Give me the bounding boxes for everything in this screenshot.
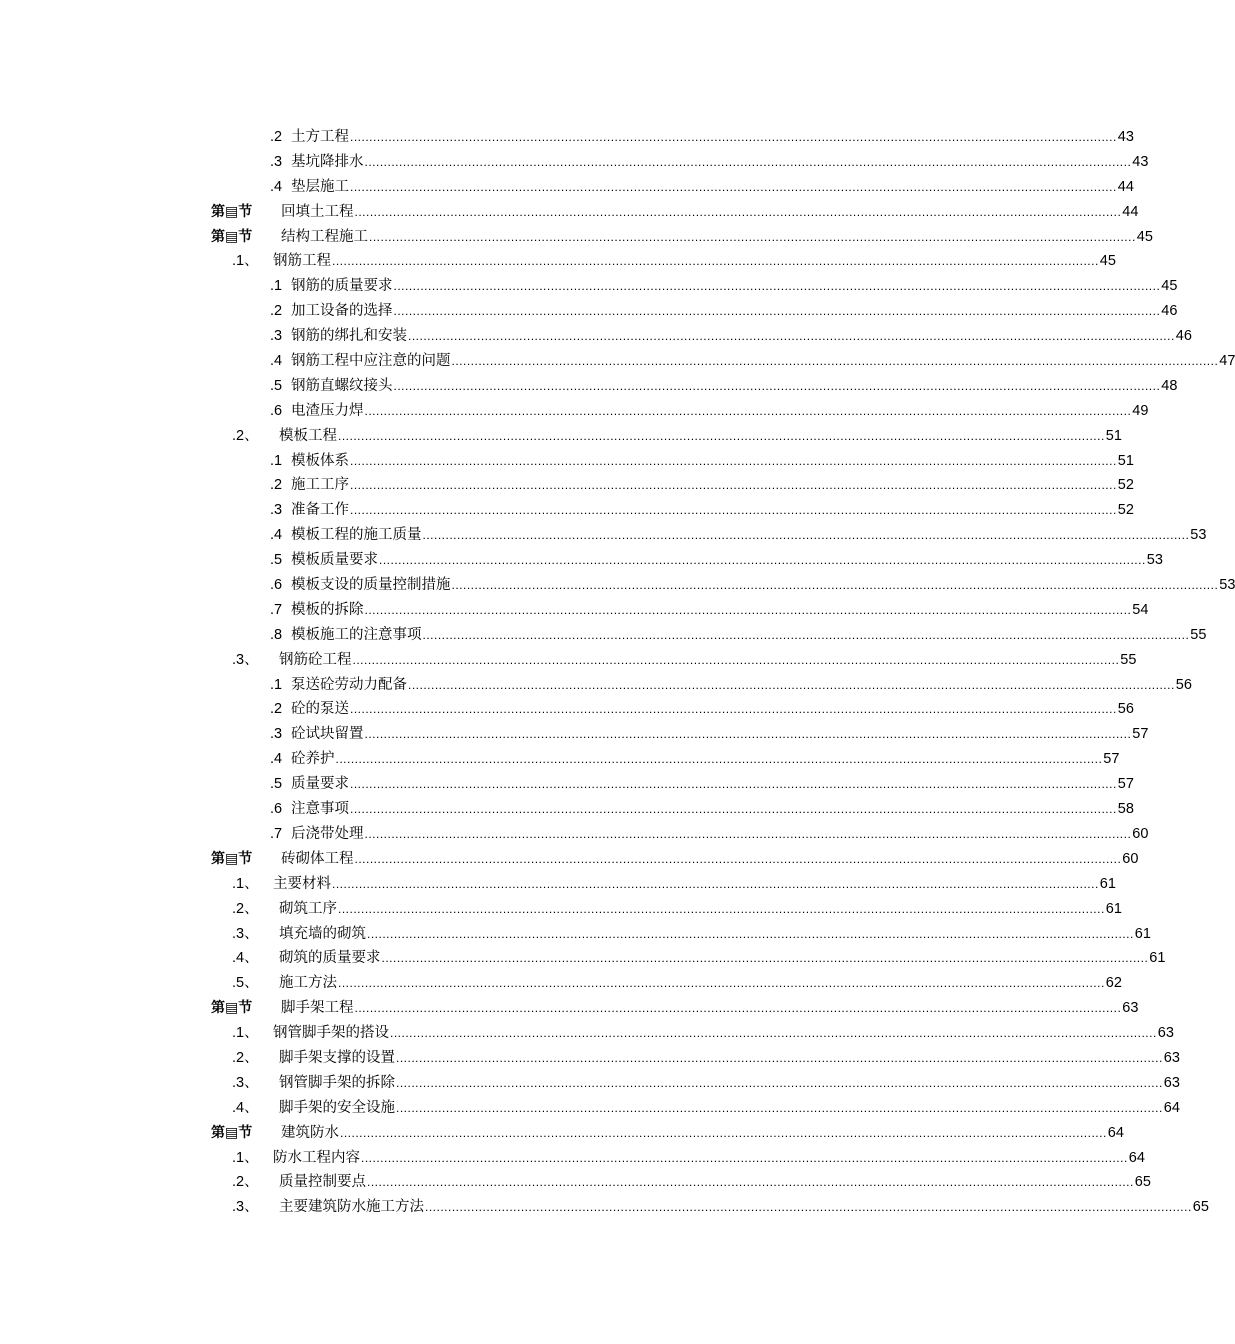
entry-number: .4 xyxy=(270,751,283,768)
dot-leader: ........................................................................................................................................................................................................ xyxy=(451,354,1219,369)
dot-leader: ........................................................................................................................................................................................................ xyxy=(408,329,1175,344)
dot-leader: ........................................................................................................................................................................................................ xyxy=(422,627,1190,642)
dot-leader: ........................................................................................................................................................................................................ xyxy=(396,1050,1163,1065)
section-number: 第▤节 xyxy=(211,850,253,867)
page-number: 63 xyxy=(1163,1074,1180,1091)
dot-leader: ........................................................................................................................................................................................................ xyxy=(393,378,1161,393)
entry-line xyxy=(291,498,1134,523)
entry-line xyxy=(291,175,1134,200)
dot-leader: ........................................................................................................................................................................................................ xyxy=(422,528,1190,543)
entry-title: 加工设备的选择 xyxy=(291,299,394,324)
dot-leader: ........................................................................................................................................................................................................ xyxy=(354,204,1122,219)
toc-entry[interactable] xyxy=(0,598,1149,623)
page-number: 55 xyxy=(1190,626,1207,643)
entry-title: 砼养护 xyxy=(291,747,336,772)
entry-number: .1、 xyxy=(232,253,259,270)
entry-title: 主要建筑防水施工方法 xyxy=(279,1195,425,1220)
toc-entry[interactable] xyxy=(0,399,1149,424)
entry-title: 钢筋的绑扎和安装 xyxy=(291,324,408,349)
entry-title: 砼试块留置 xyxy=(291,722,365,747)
entry-number: .4 xyxy=(270,527,283,544)
page-number: 60 xyxy=(1132,825,1149,842)
page-number: 54 xyxy=(1132,601,1149,618)
dot-leader: ........................................................................................................................................................................................................ xyxy=(338,976,1105,991)
toc-entry[interactable] xyxy=(0,747,1120,772)
entry-title: 钢筋直螺纹接头 xyxy=(291,374,394,399)
dot-leader: ........................................................................................................................................................................................................ xyxy=(354,851,1122,866)
toc-entry[interactable] xyxy=(0,673,1192,698)
toc-entry[interactable] xyxy=(0,971,1122,996)
page-number: 45 xyxy=(1099,253,1116,270)
dot-leader: ........................................................................................................................................................................................................ xyxy=(354,1001,1122,1016)
toc-entry[interactable] xyxy=(0,772,1134,797)
entry-line xyxy=(291,673,1192,698)
toc-entry[interactable] xyxy=(0,299,1178,324)
entry-title: 泵送砼劳动力配备 xyxy=(291,673,408,698)
page-number: 46 xyxy=(1175,328,1192,345)
entry-number: .6 xyxy=(270,801,283,818)
entry-number: .3、 xyxy=(232,925,259,942)
page-number: 48 xyxy=(1161,377,1178,394)
entry-title: 施工方法 xyxy=(279,971,338,996)
entry-number: .1 xyxy=(270,676,283,693)
page-number: 43 xyxy=(1117,129,1134,145)
entry-line xyxy=(279,897,1122,922)
dot-leader: ........................................................................................................................................................................................................ xyxy=(393,279,1161,294)
entry-line xyxy=(273,872,1116,897)
entry-title: 防水工程内容 xyxy=(273,1146,361,1171)
dot-leader: ........................................................................................................................................................................................................ xyxy=(350,478,1117,493)
dot-leader: ........................................................................................................................................................................................................ xyxy=(340,1125,1107,1140)
dot-leader: ........................................................................................................................................................................................................ xyxy=(350,179,1117,194)
dot-leader: ........................................................................................................................................................................................................ xyxy=(364,403,1132,418)
entry-number: .5、 xyxy=(232,975,259,992)
dot-leader: ........................................................................................................................................................................................................ xyxy=(350,702,1117,717)
toc-entry[interactable] xyxy=(0,922,1151,947)
entry-line xyxy=(281,1121,1124,1146)
entry-number: .6 xyxy=(270,577,283,594)
entry-title: 回填土工程 xyxy=(281,200,355,225)
entry-line xyxy=(291,150,1149,175)
toc-entry[interactable] xyxy=(0,150,1149,175)
dot-leader: ........................................................................................................................................................................................................ xyxy=(367,926,1134,941)
entry-title: 脚手架工程 xyxy=(281,996,355,1021)
page-number: 63 xyxy=(1163,1049,1180,1066)
page-number: 56 xyxy=(1175,676,1192,693)
entry-number: .3 xyxy=(270,328,283,345)
page-number: 52 xyxy=(1117,477,1134,494)
page-number: 61 xyxy=(1134,925,1151,942)
entry-line xyxy=(281,225,1153,250)
entry-number: .1、 xyxy=(232,1149,259,1166)
toc-entry[interactable] xyxy=(0,1195,1209,1220)
dot-leader: ........................................................................................................................................................................................................ xyxy=(332,254,1099,269)
dot-leader: ........................................................................................................................................................................................................ xyxy=(393,304,1161,319)
page-number: 53 xyxy=(1219,577,1235,594)
entry-line xyxy=(279,1046,1180,1071)
dot-leader: ........................................................................................................................................................................................................ xyxy=(350,453,1117,468)
entry-number: .4 xyxy=(270,353,283,370)
entry-number: .3 xyxy=(270,153,283,170)
entry-title: 模板工程 xyxy=(279,424,338,449)
page-number: 64 xyxy=(1107,1124,1124,1141)
entry-title: 钢筋砼工程 xyxy=(279,648,353,673)
entry-title: 模板体系 xyxy=(291,449,350,474)
toc-entry[interactable] xyxy=(0,523,1207,548)
entry-number: .8 xyxy=(270,626,283,643)
entry-line xyxy=(291,349,1235,374)
toc-entry[interactable] xyxy=(0,897,1122,922)
entry-line xyxy=(291,573,1235,598)
dot-leader: ........................................................................................................................................................................................................ xyxy=(396,1075,1163,1090)
entry-line xyxy=(291,772,1134,797)
entry-line xyxy=(281,847,1139,872)
entry-title: 砖砌体工程 xyxy=(281,847,355,872)
entry-number: .5 xyxy=(270,552,283,569)
toc-entry[interactable] xyxy=(0,374,1178,399)
entry-number: .3 xyxy=(270,502,283,519)
dot-leader: ........................................................................................................................................................................................................ xyxy=(335,752,1103,767)
entry-title: 模板支设的质量控制措施 xyxy=(291,573,452,598)
entry-line xyxy=(291,722,1149,747)
entry-line xyxy=(291,399,1149,424)
entry-number: .2 xyxy=(270,477,283,494)
entry-number: .2 xyxy=(270,129,283,145)
entry-line xyxy=(291,449,1134,474)
entry-title: 准备工作 xyxy=(291,498,350,523)
dot-leader: ........................................................................................................................................................................................................ xyxy=(352,652,1120,667)
entry-title: 后浇带处理 xyxy=(291,822,365,847)
entry-title: 钢管脚手架的拆除 xyxy=(279,1071,396,1096)
entry-title: 质量要求 xyxy=(291,772,350,797)
entry-number: .5 xyxy=(270,776,283,793)
toc-entry[interactable] xyxy=(0,1170,1151,1195)
entry-number: .5 xyxy=(270,377,283,394)
entry-line xyxy=(273,249,1116,274)
page-number: 64 xyxy=(1128,1149,1145,1166)
entry-title: 砌筑工序 xyxy=(279,897,338,922)
entry-number: .1 xyxy=(270,278,283,295)
toc-entry[interactable] xyxy=(0,200,1139,225)
dot-leader: ........................................................................................................................................................................................................ xyxy=(332,876,1099,891)
entry-number: .2、 xyxy=(232,900,259,917)
toc-entry[interactable] xyxy=(0,1121,1124,1146)
page-number: 64 xyxy=(1163,1099,1180,1116)
entry-line xyxy=(273,1146,1145,1171)
section-number: 第▤节 xyxy=(211,1000,253,1017)
toc-entry[interactable] xyxy=(0,424,1122,449)
entry-title: 结构工程施工 xyxy=(281,225,369,250)
page-number: 56 xyxy=(1117,701,1134,718)
entry-number: .1、 xyxy=(232,875,259,892)
dot-leader: ........................................................................................................................................................................................................ xyxy=(364,154,1132,169)
page-number: 52 xyxy=(1117,502,1134,519)
entry-line xyxy=(291,598,1149,623)
dot-leader: ........................................................................................................................................................................................................ xyxy=(364,826,1132,841)
toc-entry[interactable] xyxy=(0,225,1153,250)
toc-entry[interactable] xyxy=(0,249,1116,274)
toc-entry[interactable] xyxy=(0,125,1134,150)
entry-title: 脚手架支撑的设置 xyxy=(279,1046,396,1071)
toc-entry[interactable] xyxy=(0,498,1134,523)
page-number: 46 xyxy=(1161,303,1178,320)
entry-title: 模板质量要求 xyxy=(291,548,379,573)
page-number: 44 xyxy=(1122,203,1139,220)
page-number: 44 xyxy=(1117,178,1134,195)
entry-number: .3 xyxy=(270,726,283,743)
entry-line xyxy=(291,548,1163,573)
page-number: 65 xyxy=(1134,1174,1151,1191)
entry-title: 钢筋工程中应注意的问题 xyxy=(291,349,452,374)
entry-title: 脚手架的安全设施 xyxy=(279,1096,396,1121)
toc-entry[interactable] xyxy=(0,473,1134,498)
dot-leader: ........................................................................................................................................................................................................ xyxy=(361,1150,1128,1165)
toc-entry[interactable] xyxy=(0,946,1166,971)
toc-entry[interactable] xyxy=(0,349,1235,374)
dot-leader: ........................................................................................................................................................................................................ xyxy=(364,727,1132,742)
entry-line xyxy=(291,697,1134,722)
entry-number: .2 xyxy=(270,303,283,320)
entry-title: 钢管脚手架的搭设 xyxy=(273,1021,390,1046)
page-number: 51 xyxy=(1117,452,1134,469)
entry-title: 垫层施工 xyxy=(291,175,350,200)
toc-entry[interactable] xyxy=(0,274,1178,299)
toc-entry[interactable] xyxy=(0,847,1139,872)
entry-line xyxy=(291,274,1178,299)
entry-line xyxy=(279,1071,1180,1096)
entry-line xyxy=(281,200,1139,225)
toc-entry[interactable] xyxy=(0,1146,1145,1171)
page-number: 43 xyxy=(1132,153,1149,170)
page-number: 62 xyxy=(1105,975,1122,992)
entry-number: .6 xyxy=(270,402,283,419)
entry-line xyxy=(279,946,1166,971)
dot-leader: ........................................................................................................................................................................................................ xyxy=(367,1175,1134,1190)
entry-title: 电渣压力焊 xyxy=(291,399,365,424)
entry-line xyxy=(291,299,1178,324)
entry-line xyxy=(281,996,1139,1021)
toc-entry[interactable] xyxy=(0,822,1149,847)
entry-title: 质量控制要点 xyxy=(279,1170,367,1195)
dot-leader: ........................................................................................................................................................................................................ xyxy=(381,951,1149,966)
entry-line xyxy=(279,424,1122,449)
entry-number: .2、 xyxy=(232,1174,259,1191)
page-number: 53 xyxy=(1146,552,1163,569)
entry-number: .4、 xyxy=(232,950,259,967)
entry-line xyxy=(291,523,1207,548)
page-number: 57 xyxy=(1132,726,1149,743)
toc-entry[interactable] xyxy=(0,1096,1180,1121)
entry-title: 模板施工的注意事项 xyxy=(291,623,423,648)
entry-number: .1、 xyxy=(232,1025,259,1042)
entry-title: 模板的拆除 xyxy=(291,598,365,623)
entry-line xyxy=(279,1170,1151,1195)
dot-leader: ........................................................................................................................................................................................................ xyxy=(396,1100,1163,1115)
toc-entry[interactable] xyxy=(0,797,1134,822)
entry-title: 模板工程的施工质量 xyxy=(291,523,423,548)
dot-leader: ........................................................................................................................................................................................................ xyxy=(338,901,1105,916)
entry-number: .3、 xyxy=(232,1074,259,1091)
page-number: 61 xyxy=(1149,950,1166,967)
page-number: 63 xyxy=(1157,1025,1174,1042)
entry-number: .7 xyxy=(270,825,283,842)
entry-line xyxy=(291,747,1120,772)
page-number: 61 xyxy=(1099,875,1116,892)
dot-leader: ........................................................................................................................................................................................................ xyxy=(369,229,1136,244)
page-number: 57 xyxy=(1117,776,1134,793)
page-number: 55 xyxy=(1120,651,1137,668)
entry-title: 钢筋工程 xyxy=(273,249,332,274)
entry-line xyxy=(273,1021,1174,1046)
page-number: 57 xyxy=(1103,751,1120,768)
dot-leader: ........................................................................................................................................................................................................ xyxy=(364,602,1132,617)
page-number: 47 xyxy=(1219,353,1235,370)
entry-line xyxy=(291,125,1134,150)
page-number: 49 xyxy=(1132,402,1149,419)
dot-leader: ........................................................................................................................................................................................................ xyxy=(350,503,1117,518)
page-number: 63 xyxy=(1122,1000,1139,1017)
toc-entry[interactable] xyxy=(0,697,1134,722)
entry-line xyxy=(291,324,1192,349)
toc-entry[interactable] xyxy=(0,623,1207,648)
toc-entry[interactable] xyxy=(0,996,1139,1021)
entry-title: 施工工序 xyxy=(291,473,350,498)
section-number: 第▤节 xyxy=(211,203,253,220)
entry-line xyxy=(291,822,1149,847)
entry-title: 砼的泵送 xyxy=(291,697,350,722)
toc-entry[interactable] xyxy=(0,548,1163,573)
toc-entry[interactable] xyxy=(0,872,1116,897)
table-of-contents xyxy=(0,125,1235,1220)
entry-title: 钢筋的质量要求 xyxy=(291,274,394,299)
entry-number: .4 xyxy=(270,178,283,195)
dot-leader: ........................................................................................................................................................................................................ xyxy=(350,777,1117,792)
entry-line xyxy=(279,648,1137,673)
page-number: 61 xyxy=(1105,900,1122,917)
entry-number: .2、 xyxy=(232,427,259,444)
toc-entry[interactable] xyxy=(0,573,1235,598)
entry-line xyxy=(291,374,1178,399)
dot-leader: ........................................................................................................................................................................................................ xyxy=(379,553,1146,568)
page-number: 53 xyxy=(1190,527,1207,544)
toc-entry[interactable] xyxy=(0,722,1149,747)
entry-line xyxy=(279,922,1151,947)
dot-leader: ........................................................................................................................................................................................................ xyxy=(338,428,1105,443)
entry-title: 土方工程 xyxy=(291,125,350,150)
page-number: 65 xyxy=(1192,1199,1209,1216)
entry-number: .7 xyxy=(270,601,283,618)
toc-entry[interactable] xyxy=(0,1046,1180,1071)
entry-number: .4、 xyxy=(232,1099,259,1116)
toc-entry[interactable] xyxy=(0,175,1134,200)
entry-title: 基坑降排水 xyxy=(291,150,365,175)
dot-leader: ........................................................................................................................................................................................................ xyxy=(390,1026,1157,1041)
toc-entry[interactable] xyxy=(0,324,1192,349)
entry-line xyxy=(291,623,1207,648)
toc-entry[interactable] xyxy=(0,1021,1174,1046)
entry-title: 主要材料 xyxy=(273,872,332,897)
entry-line xyxy=(291,797,1134,822)
dot-leader: ........................................................................................................................................................................................................ xyxy=(350,130,1117,144)
page-number: 45 xyxy=(1136,228,1153,245)
section-number: 第▤节 xyxy=(211,228,253,245)
entry-number: .3、 xyxy=(232,651,259,668)
section-number: 第▤节 xyxy=(211,1124,253,1141)
entry-title: 注意事项 xyxy=(291,797,350,822)
dot-leader: ........................................................................................................................................................................................................ xyxy=(425,1200,1192,1215)
page-number: 58 xyxy=(1117,801,1134,818)
toc-entry[interactable] xyxy=(0,449,1134,474)
page-number: 60 xyxy=(1122,850,1139,867)
entry-number: .3、 xyxy=(232,1199,259,1216)
toc-entry[interactable] xyxy=(0,648,1137,673)
entry-title: 建筑防水 xyxy=(281,1121,340,1146)
dot-leader: ........................................................................................................................................................................................................ xyxy=(408,677,1175,692)
entry-line xyxy=(279,1195,1209,1220)
entry-title: 砌筑的质量要求 xyxy=(279,946,382,971)
entry-line xyxy=(279,971,1122,996)
entry-title: 填充墙的砌筑 xyxy=(279,922,367,947)
entry-number: .2 xyxy=(270,701,283,718)
toc-entry[interactable] xyxy=(0,1071,1180,1096)
page-number: 45 xyxy=(1161,278,1178,295)
entry-line xyxy=(279,1096,1180,1121)
entry-line xyxy=(291,473,1134,498)
page-number: 51 xyxy=(1105,427,1122,444)
entry-number: .2、 xyxy=(232,1049,259,1066)
entry-number: .1 xyxy=(270,452,283,469)
dot-leader: ........................................................................................................................................................................................................ xyxy=(350,802,1117,817)
dot-leader: ........................................................................................................................................................................................................ xyxy=(451,578,1219,593)
